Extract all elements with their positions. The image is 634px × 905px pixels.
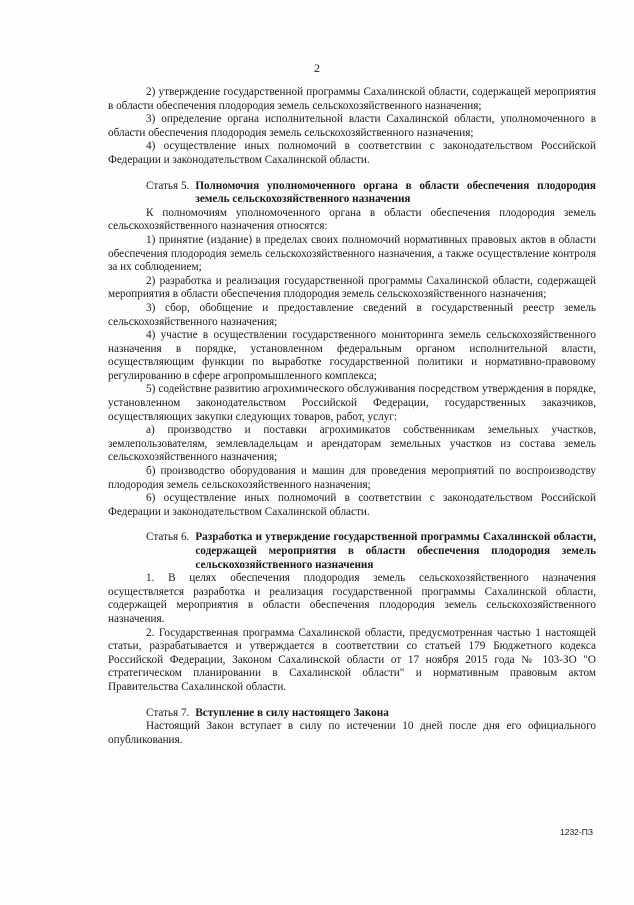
article-7-heading <box>108 707 596 721</box>
article-label: Статья 5. <box>146 179 190 192</box>
article-label: Статья 6. <box>146 531 190 544</box>
document-code: 1232-ПЗ <box>560 827 593 837</box>
article-title: Разработка и утверждение государственной программы Сахалинской области, содержащей мероприятия в области обеспечения плодородия земель сельскохозяйственного назначения <box>195 531 596 571</box>
paragraph: Настоящий Закон вступает в силу по истечении 10 дней после дня его официального опубликования. <box>108 720 596 746</box>
list-item: 3) определение органа исполнительной власти Сахалинской области, уполномоченного в области обеспечения плодородия земель сельскохозяйственного назначения; <box>108 113 596 139</box>
list-item: 6) осуществление иных полномочий в соответствии с законодательством Российской Федерации и законодательством Сахалинской области. <box>108 492 596 518</box>
article-title: Полномочия уполномоченного органа в области обеспечения плодородия земель сельскохозяйственного назначения <box>195 179 596 206</box>
document-body <box>108 86 596 747</box>
list-item: а) производство и поставки агрохимикатов собственникам земельных участков, землепользователям, землевладельцам и арендаторам земельных участков из состава земель сельскохозяйственного назначения; <box>108 424 596 464</box>
list-item: 3) сбор, обобщение и предоставление сведений в государственный реестр земель сельскохозяйственного назначения; <box>108 301 596 328</box>
article-label: Статья 7. <box>146 706 190 719</box>
article-6-heading <box>108 531 596 572</box>
article-5-heading <box>108 180 596 207</box>
list-item: 4) осуществление иных полномочий в соответствии с законодательством Российской Федерации и законодательством Сахалинской области. <box>108 140 596 166</box>
paragraph: 2. Государственная программа Сахалинской области, предусмотренная частью 1 настоящей статьи, разрабатывается и утверждается в соответствии со статьей 179 Бюджетного кодекса Российской Федерации, Законом Сахалинской области от 17 ноября 2015 года № 103-ЗО "О стратегическом планировании в Сахалинской области" и нормативным правовым актом Правительства Сахалинской области. <box>108 626 596 693</box>
list-item: 2) разработка и реализация государственной программы Сахалинской области, содержащей мероприятия в области обеспечения плодородия земель сельскохозяйственного назначения; <box>108 274 596 301</box>
list-item: 2) утверждение государственной программы Сахалинской области, содержащей мероприятия в области обеспечения плодородия земель сельскохозяйственного назначения; <box>108 86 596 112</box>
page-number: 2 <box>314 61 320 75</box>
list-item: б) производство оборудования и машин для проведения мероприятий по воспроизводству плодородия земель сельскохозяйственного назначения; <box>108 465 596 491</box>
paragraph: 1. В целях обеспечения плодородия земель сельскохозяйственного назначения осуществляется разработка и реализация государственной программы Сахалинской области, содержащей мероприятия в области обеспечения плодородия земель сельскохозяйственного назначения. <box>108 572 596 625</box>
list-item: 1) принятие (издание) в пределах своих полномочий нормативных правовых актов в области обеспечения плодородия земель сельскохозяйственного назначения, а также осуществление контроля за их соблюдением; <box>108 233 596 274</box>
paragraph: К полномочиям уполномоченного органа в области обеспечения плодородия земель сельскохозяйственного назначения относятся: <box>108 206 596 233</box>
article-title: Вступление в силу настоящего Закона <box>195 706 389 719</box>
list-item: 5) содействие развитию агрохимического обслуживания посредством утверждения в порядке, установленном законодательством Российской Федерации, государственных заказчиков, осуществляющих закупки следующих товаров, работ, услуг: <box>108 383 596 423</box>
list-item: 4) участие в осуществлении государственного мониторинга земель сельскохозяйственного назначения в порядке, установленном федеральным органом исполнительной власти, осуществляющим функции по выработке государственной политики и нормативно-правовому регулированию в сфере агропромышленного комплекса; <box>108 329 596 382</box>
